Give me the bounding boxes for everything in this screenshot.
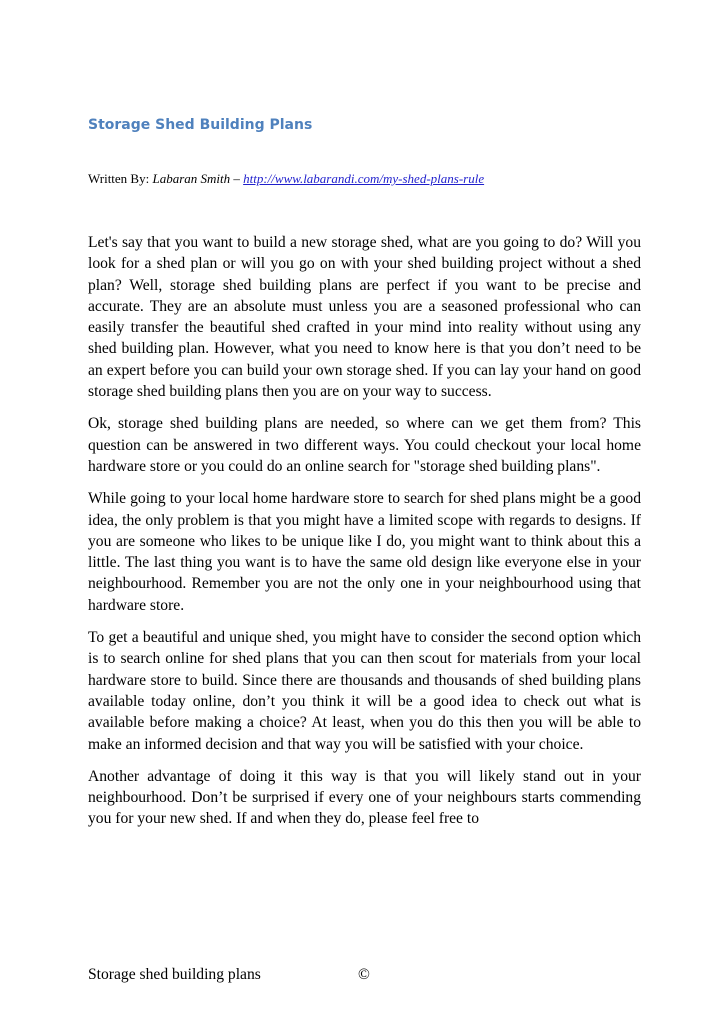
byline-author: Labaran Smith — [152, 171, 231, 186]
paragraph-5: Another advantage of doing it this way is that you will likely stand out in your neighbourhood. Don’t be surprised if every one of your neighbours starts commending you for your new shed. If and when they do, please feel free to — [88, 767, 641, 828]
footer-copyright: © — [358, 966, 370, 983]
byline-link[interactable]: http://www.labarandi.com/my-shed-plans-rule — [243, 171, 485, 186]
document-title: Storage Shed Building Plans — [88, 117, 313, 133]
paragraph-1: Let's say that you want to build a new storage shed, what are you going to do? Will you look for a shed plan or will you go on with your shed building project without a shed plan? Well, storage shed building plans are perfect if you want to be precise and accurate. They are an absolute must unless you are a seasoned professional who can easily transfer the beautiful shed crafted in your mind into reality without using any shed building plan. However, what you need to know here is that you don’t need to be an expert before you can build your own storage shed. If you can lay your hand on good storage shed building plans then you are on your way to success. — [88, 234, 641, 401]
page-footer — [88, 966, 641, 984]
byline-separator: – — [230, 171, 244, 186]
paragraph-2: Ok, storage shed building plans are needed, so where can we get them from? This question can be answered in two different ways. You could checkout your local home hardware store or you could do an online search for "storage shed building plans". — [88, 415, 641, 475]
byline — [88, 171, 484, 187]
paragraph-3: While going to your local home hardware store to search for shed plans might be a good idea, the only problem is that you might have a limited scope with regards to designs. If you are someone who likes to be unique like I do, you might want to think about this a little. The last thing you want is to have the same old design like everyone else in your neighbourhood. Remember you are not the only one in your neighbourhood using that hardware store. — [88, 490, 641, 614]
body-text — [88, 232, 641, 841]
footer-title: Storage shed building plans — [88, 966, 261, 983]
paragraph-4: To get a beautiful and unique shed, you might have to consider the second option which is to search online for shed plans that you can then scout for materials from your local hardware store to build. Since there are thousands and thousands of shed building plans available today online, don’t you think it will be a good idea to check out what is available before making a choice? At least, when you do this then you will be able to make an informed decision and that way you will be satisfied with your choice. — [88, 629, 641, 753]
document-page — [88, 0, 641, 1030]
byline-prefix: Written By: — [88, 171, 153, 186]
